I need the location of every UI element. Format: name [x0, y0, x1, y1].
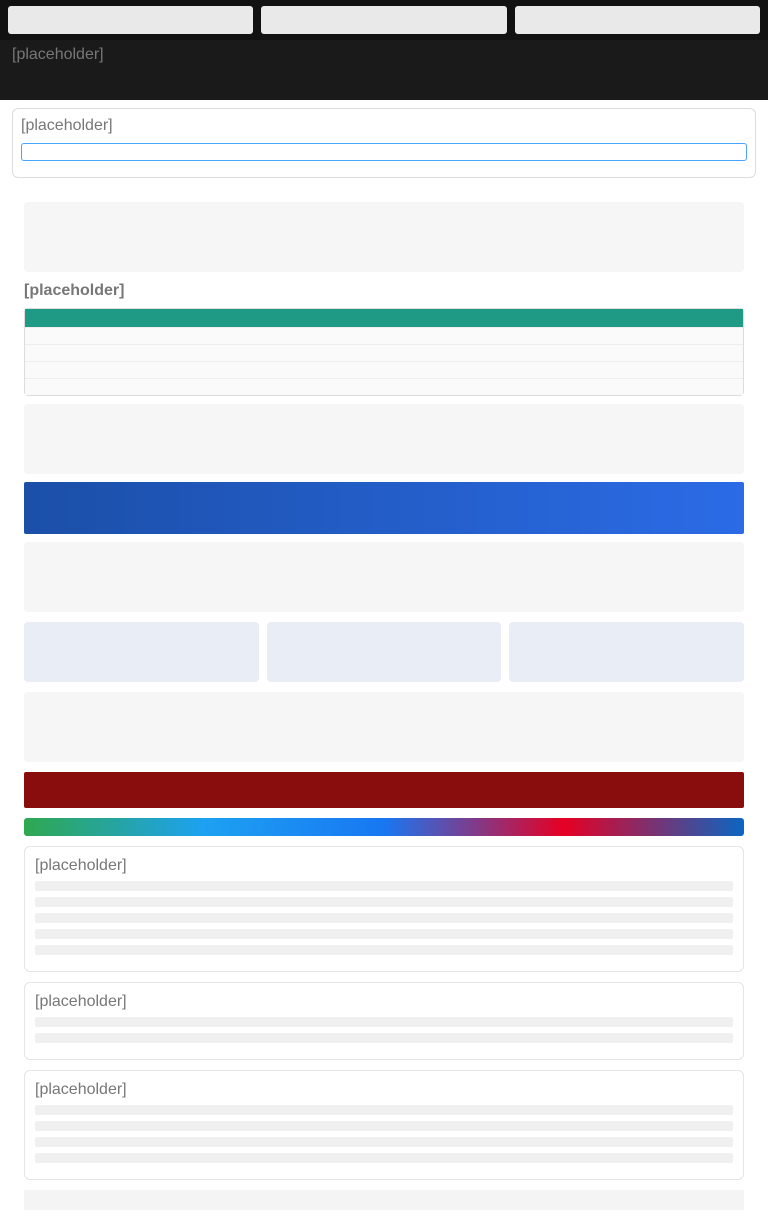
related-posts-card	[24, 846, 744, 972]
comment-line	[35, 1017, 733, 1027]
list-item[interactable]	[35, 897, 733, 907]
info-table-row	[25, 344, 743, 361]
list-item[interactable]	[35, 913, 733, 923]
info-table	[24, 308, 744, 396]
ad-banner[interactable]	[24, 482, 744, 534]
share-bar[interactable]	[24, 818, 744, 836]
popular-songs-title: [placeholder]	[35, 1081, 127, 1098]
footer	[24, 1190, 744, 1210]
popular-songs-card	[24, 1070, 744, 1180]
content-block	[24, 692, 744, 762]
hero-title: [placeholder]	[12, 46, 104, 63]
list-item[interactable]	[35, 1121, 733, 1131]
hotel-card[interactable]	[24, 622, 259, 682]
list-item[interactable]	[35, 1105, 733, 1115]
comments-card	[24, 982, 744, 1060]
section-title: [placeholder]	[24, 282, 125, 299]
hotel-card[interactable]	[509, 622, 744, 682]
top-bar-slot	[8, 6, 253, 34]
comment-line	[35, 1033, 733, 1043]
main-content	[0, 186, 768, 1218]
content-block	[24, 404, 744, 474]
ad-card	[12, 108, 756, 178]
top-bar	[0, 0, 768, 40]
info-table-row	[25, 378, 743, 395]
info-table-row	[25, 327, 743, 344]
info-table-row	[25, 361, 743, 378]
related-posts-list	[35, 881, 733, 955]
related-posts-title: [placeholder]	[35, 857, 127, 874]
list-item[interactable]	[35, 1153, 733, 1163]
info-table-header	[25, 309, 743, 327]
list-item[interactable]	[35, 1137, 733, 1147]
hero-header	[0, 40, 768, 100]
content-block	[24, 202, 744, 272]
list-item[interactable]	[35, 945, 733, 955]
video-ad[interactable]	[24, 772, 744, 808]
list-item[interactable]	[35, 881, 733, 891]
content-block	[24, 542, 744, 612]
ad-card-cta-button[interactable]	[21, 143, 747, 161]
comments-placeholder	[35, 1017, 733, 1043]
list-item[interactable]	[35, 929, 733, 939]
comments-title: [placeholder]	[35, 993, 127, 1010]
popular-songs-list	[35, 1105, 733, 1163]
top-bar-slot	[261, 6, 506, 34]
hotel-carousel	[24, 622, 744, 682]
ad-card-title: [placeholder]	[21, 117, 113, 134]
hotel-card[interactable]	[267, 622, 502, 682]
top-bar-slot	[515, 6, 760, 34]
